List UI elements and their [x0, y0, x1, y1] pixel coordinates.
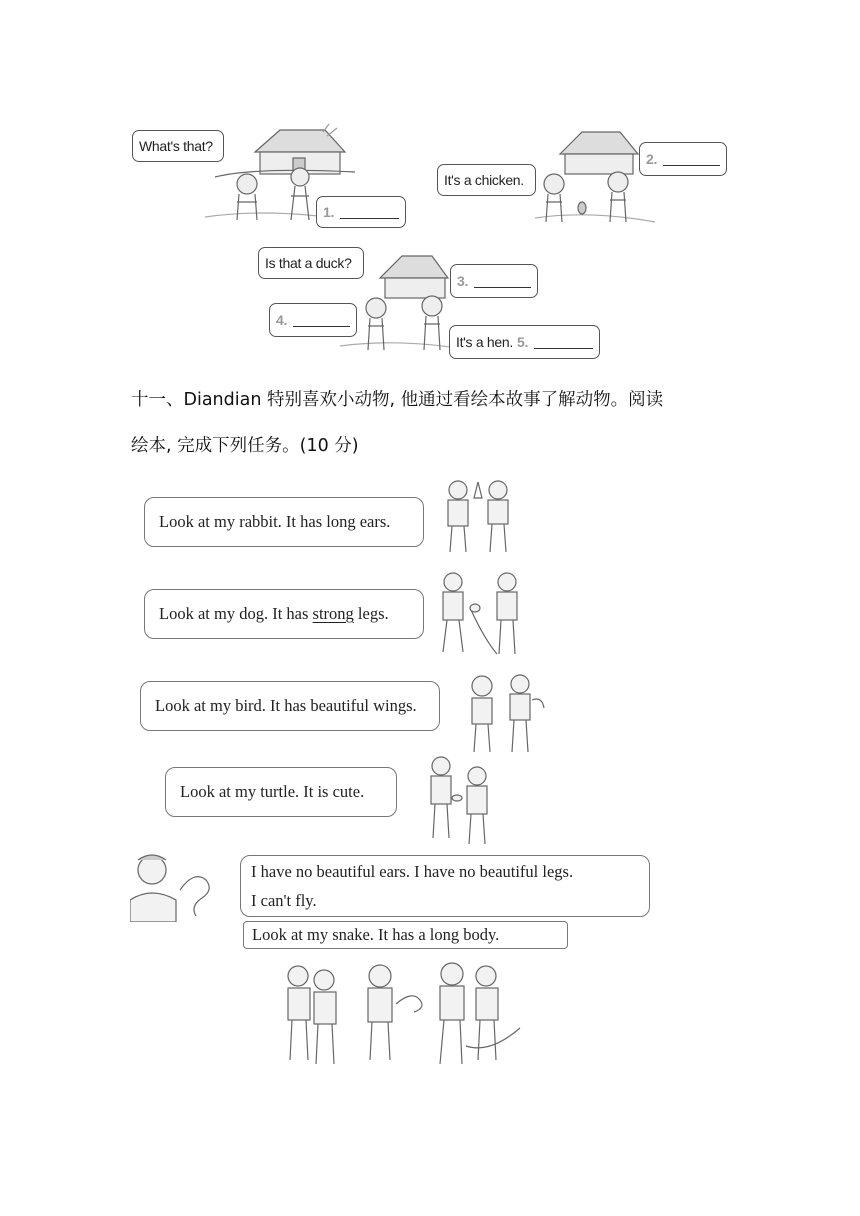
story-bubble-turtle: [165, 767, 397, 817]
answer-bubble-4: [269, 303, 357, 337]
answer-blank-1[interactable]: [340, 206, 399, 219]
story-text: Look at my rabbit. It has long ears.: [159, 512, 391, 531]
speech-bubble-whats-that: [132, 130, 224, 162]
story-text-post: legs.: [353, 604, 389, 623]
story-text: [159, 604, 389, 624]
section-heading-line-1: 十一、Diandian 特别喜欢小动物, 他通过看绘本故事了解动物。阅读: [131, 390, 664, 410]
farm-scene-2: [530, 126, 660, 230]
story-text-line-1: I have no beautiful ears. I have no beautiful legs.: [251, 862, 574, 881]
story-bubble-rabbit: [144, 497, 424, 547]
story-text: Look at my snake. It has a long body.: [252, 925, 500, 944]
answer-number: 1.: [323, 204, 335, 220]
answer-bubble-5: [449, 325, 600, 359]
kids-turtle-illustration: [425, 754, 500, 846]
section-heading-line-2: 绘本, 完成下列任务。(10 分): [131, 436, 359, 456]
answer-bubble-2: [639, 142, 727, 176]
question-text: What's that?: [139, 138, 213, 154]
story-text: Look at my turtle. It is cute.: [180, 782, 365, 801]
answer-bubble-3: [450, 264, 538, 298]
story-text-line-2: I can't fly.: [251, 891, 317, 910]
answer-blank-4[interactable]: [293, 314, 350, 327]
answer-blank-5[interactable]: [534, 336, 593, 349]
statement-text: It's a hen.: [456, 334, 513, 350]
question-text: Is that a duck?: [265, 255, 352, 271]
answer-bubble-1: [316, 196, 406, 228]
story-text: Look at my bird. It has beautiful wings.: [155, 696, 417, 715]
answer-number: 5.: [516, 334, 529, 350]
story-bubble-snake: [243, 921, 568, 949]
kids-rabbit-illustration: [438, 476, 528, 556]
story-bubble-dog: [144, 589, 424, 639]
kids-dog-illustration: [435, 570, 545, 660]
underlined-word: strong: [312, 604, 354, 623]
answer-number: 4.: [276, 312, 288, 328]
answer-blank-3[interactable]: [474, 275, 531, 288]
answer-blank-2[interactable]: [663, 153, 720, 166]
speech-bubble-chicken: [437, 164, 536, 196]
speech-bubble-duck-question: [258, 247, 364, 279]
story-bubble-no-beautiful: [240, 855, 650, 917]
statement-text: It's a chicken.: [444, 172, 524, 188]
kids-group-illustration: [280, 960, 530, 1068]
answer-number: 2.: [646, 151, 658, 167]
story-bubble-bird: [140, 681, 440, 731]
story-text-pre: Look at my dog. It has: [159, 604, 313, 623]
kids-bird-illustration: [462, 672, 552, 756]
boy-with-snake-illustration: [130, 850, 215, 922]
answer-number: 3.: [457, 273, 469, 289]
